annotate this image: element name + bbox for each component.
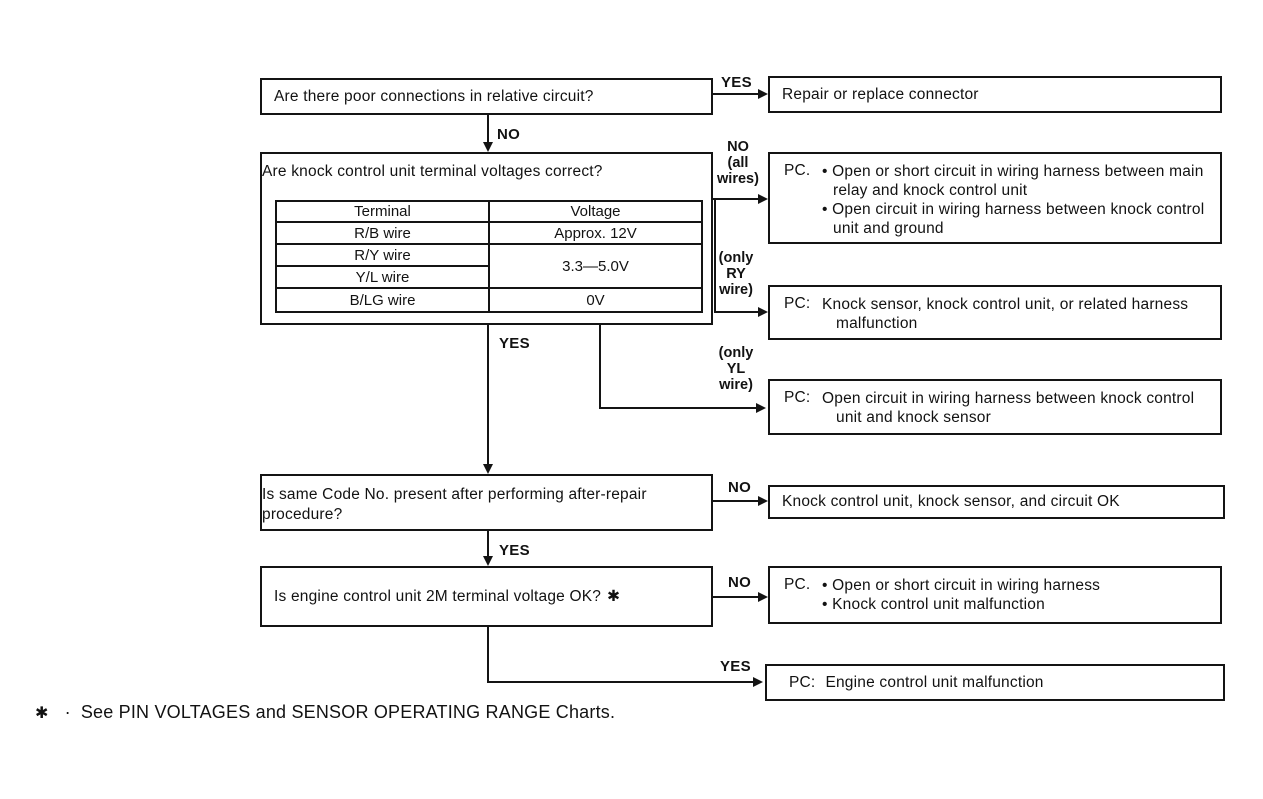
table-header-terminal: Terminal [276, 201, 489, 222]
table-cell-terminal: Y/L wire [276, 266, 489, 288]
arrow-right-icon [758, 592, 768, 602]
result-box-open-short-main-relay [768, 152, 1222, 244]
table-cell-voltage-merged: 3.3—5.0V [489, 244, 702, 288]
pc-prefix: PC. [784, 162, 811, 179]
connector-line [713, 596, 760, 598]
result-box-open-short-harness [768, 566, 1222, 624]
arrow-right-icon [758, 89, 768, 99]
connector-line [599, 325, 601, 409]
pc-prefix: PC. [784, 576, 811, 593]
arrow-right-icon [758, 307, 768, 317]
result-bullets [822, 576, 1100, 614]
question-text: Is engine control unit 2M terminal voltage OK? [274, 587, 602, 605]
table-cell-terminal: R/B wire [276, 222, 489, 244]
arrow-down-icon [483, 464, 493, 474]
table-row [276, 244, 702, 266]
table-cell-terminal: B/LG wire [276, 288, 489, 312]
branch-label-only-ry-wire: (only RY wire) [718, 250, 754, 298]
connector-line [713, 500, 760, 502]
pc-prefix: PC: [784, 389, 811, 406]
connector-line [599, 407, 758, 409]
branch-label-yes: YES [720, 658, 751, 675]
footnote-text: See PIN VOLTAGES and SENSOR OPERATING RANGE Charts. [80, 702, 616, 722]
footnote-separator: · [64, 702, 71, 722]
result-box-knock-sensor-malfunction [768, 285, 1222, 340]
question-text: Are there poor connections in relative circuit? [274, 87, 594, 105]
table-header-row [276, 201, 702, 222]
asterisk-marker: ✱ [607, 588, 621, 605]
table-row [276, 288, 702, 312]
result-text: Knock control unit, knock sensor, and circuit OK [782, 493, 1120, 510]
result-text: Knock sensor, knock control unit, or related harness malfunction [822, 296, 1189, 332]
bullet-item: • Open or short circuit in wiring harness [822, 577, 1101, 594]
result-bullets [822, 162, 1210, 238]
result-box-repair-connector [768, 76, 1222, 113]
result-text: Engine control unit malfunction [825, 673, 1044, 691]
table-row [276, 222, 702, 244]
arrow-down-icon [483, 142, 493, 152]
question-box-poor-connections [260, 78, 713, 115]
result-box-ecu-malfunction [765, 664, 1225, 701]
result-text: Open circuit in wiring harness between knock control unit and knock sensor [822, 390, 1195, 426]
table-cell-voltage: Approx. 12V [489, 222, 702, 244]
connector-line [487, 115, 489, 144]
branch-label-yes: YES [499, 542, 530, 559]
connector-line [713, 93, 760, 95]
pc-prefix: PC: [784, 295, 811, 312]
branch-label-only-yl-wire: (only YL wire) [718, 345, 754, 393]
branch-label-no: NO [728, 479, 752, 496]
question-box-2m-terminal [260, 566, 713, 627]
bullet-item: • Open circuit in wiring harness between knock control unit and ground [822, 201, 1205, 237]
branch-label-yes: YES [499, 335, 530, 352]
connector-line [713, 198, 760, 200]
question-text: Are knock control unit terminal voltages correct? [262, 163, 603, 180]
arrow-right-icon [758, 194, 768, 204]
terminal-voltage-table [275, 200, 703, 313]
table-header-voltage: Voltage [489, 201, 702, 222]
connector-line [714, 311, 760, 313]
connector-line [487, 627, 489, 683]
arrow-right-icon [756, 403, 766, 413]
branch-label-yes: YES [721, 74, 752, 91]
bullet-item: • Knock control unit malfunction [822, 596, 1045, 613]
arrow-down-icon [483, 556, 493, 566]
result-box-circuit-ok [768, 485, 1225, 519]
branch-label-no-all-wires: NO (all wires) [717, 139, 759, 187]
bullet-item: • Open or short circuit in wiring harness between main relay and knock control unit [822, 163, 1204, 199]
table-cell-voltage: 0V [489, 288, 702, 312]
branch-label-no: NO [497, 126, 521, 143]
question-box-same-code [260, 474, 713, 531]
question-text: Is same Code No. present after performing after-repair procedure? [262, 486, 647, 523]
asterisk-marker: ✱ [35, 705, 49, 722]
result-box-open-circuit-knock-sensor [768, 379, 1222, 435]
arrow-right-icon [753, 677, 763, 687]
connector-line [487, 531, 489, 559]
pc-prefix: PC: [789, 673, 816, 691]
table-cell-terminal: R/Y wire [276, 244, 489, 266]
result-text: Repair or replace connector [782, 85, 979, 103]
branch-label-no: NO [728, 574, 752, 591]
arrow-right-icon [758, 496, 768, 506]
connector-line [487, 681, 755, 683]
connector-line [487, 325, 489, 467]
footnote [35, 702, 615, 723]
